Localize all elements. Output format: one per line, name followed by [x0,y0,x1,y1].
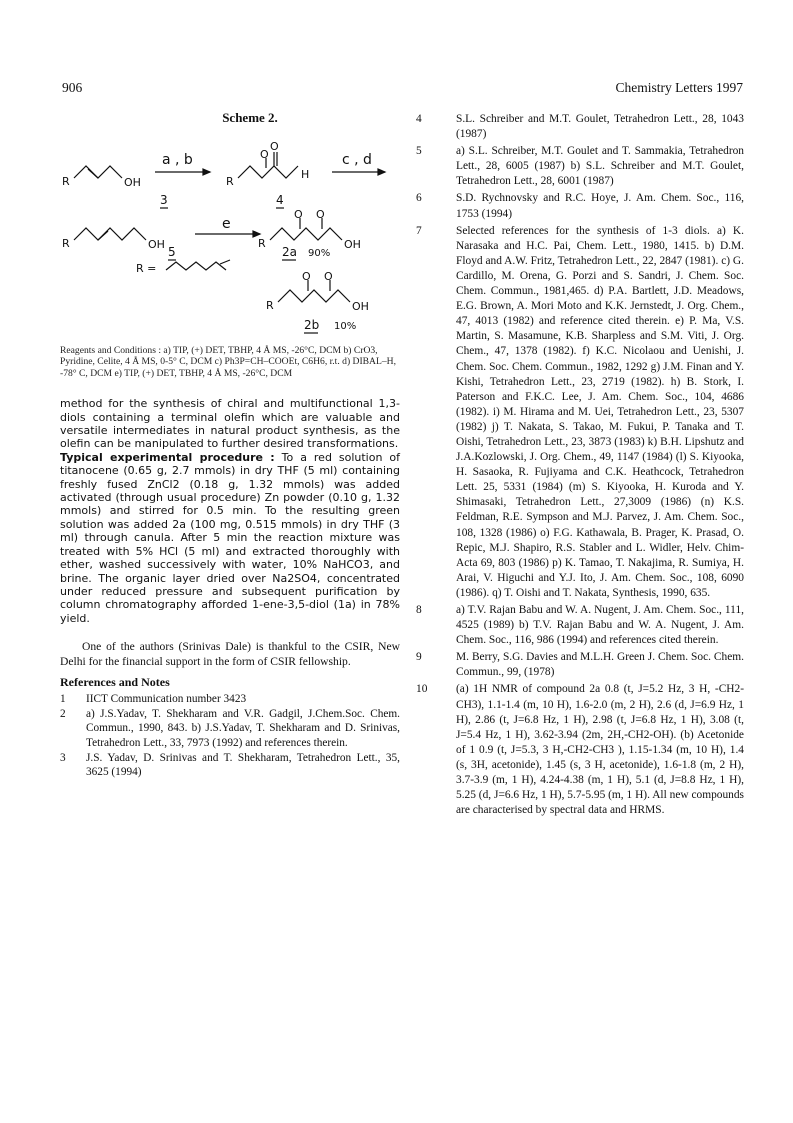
scheme-title: Scheme 2. [222,110,278,125]
scheme-OH: OH [344,238,361,251]
page-number: 906 [62,80,83,95]
scheme-O: O [302,270,311,283]
reagents-conditions: Reagents and Conditions : a) TIP, (+) DET, TBHP, 4 Å MS, -26°C, DCM b) CrO3, Pyridine, Celite, 4 Å MS, 0-5° C, DCM c) Ph3P=CH–COOEt, C6H6, r.t. d) DIBAL–H, -78° C, DCM e) TIP, (+) DET, TBHP, 4 Å MS, -26°C, DCM [60,345,396,379]
acknowledgement: One of the authors (Srinivas Dale) is thankful to the CSIR, New Delhi for the financial support in the form of CSIR fellowship. [60,640,400,669]
scheme-H: H [301,168,310,181]
compound-4-label: 4 [276,193,284,207]
arrow-cd-label: c , d [342,152,372,168]
references-title: References and Notes [60,675,170,690]
reference-item: 1 IICT Communication number 3423 [60,693,247,706]
experimental-procedure [60,451,400,625]
scheme-O: O [324,270,333,283]
reference-item: 8 a) T.V. Rajan Babu and W. A. Nugent, J. Am. Chem. Soc., 111, 4525 (1989) b) T.V. Rajan Babu and W. A. Nugent, J. Am. Chem. Soc., 116, 986 (1994) and references cited therein. [416,604,744,647]
scheme-O: O [294,208,303,221]
scheme-O: O [260,148,269,161]
reference-item: 5 a) S.L. Schreiber, M.T. Goulet and T. Sammakia, Tetrahedron Lett., 28, 6005 (1987) b) S.L. Schreiber and M.T. Goulet, Tetrahedron Lett., 28, 6001 (1987) [416,145,744,188]
right-column [414,112,744,820]
scheme-OH: OH [352,300,369,313]
reference-item: 9 M. Berry, S.G. Davies and M.L.H. Green J. Chem. Soc. Chem. Commun., 99, (1978) [416,651,744,679]
compound-3-label: 3 [160,193,168,207]
reference-item: 10 (a) 1H NMR of compound 2a 0.8 (t, J=5.2 Hz, 3 H, -CH2-CH3), 1.1-1.4 (m, 10 H), 1.6-2.0 (m, 2 H), 2.6 (d, J=6.9 Hz, 1 H), 2.86 (t, J=6.8 Hz, 1 H), 2.98 (t, J=6.8 Hz, 1 H), 3.08 (t, J=5.4 Hz, 1 H), 3.62-3.94 (2m, 2H,-CH2-OH). (b) Acetonide of 1 0.9 (t, J=5.3, 3 H,-CH2-CH3 ), 1.15-1.34 (m, 10 H), 1.4 (s, 3H, acetonide), 1.45 (s, 3 H, acetonide), 1.6-1.8 (m, 2 H), 3.7-3.9 (m, 1 H), 4.24-4.38 (m, 1 H), 5.1 (d, J=8.8 Hz, 1 H), 5.25 (d, J=6.6 Hz, 1 H), 5.7-5.95 (m, 1 H). All new compounds are characterised by spectral data and HRMS. [416,683,744,817]
left-column [60,110,400,780]
compound-2a-yield: 90% [308,248,331,259]
compound-2a-label: 2a [282,245,297,259]
R-definition: R = [136,262,157,275]
scheme-R: R [62,175,70,188]
scheme-OH: OH [124,176,141,189]
scheme-O: O [316,208,325,221]
compound-2b-label: 2b [304,318,320,332]
reference-item: 3 J.S. Yadav, D. Srinivas and T. Shekharam, Tetrahedron Lett., 35, 3625 (1994) [60,751,400,779]
compound-5-label: 5 [168,245,176,259]
reference-item: 2 a) J.S.Yadav, T. Shekharam and V.R. Gadgil, J.Chem.Soc. Chem. Commun., 1990, 843. b) J.S.Yadav, T. Shekharam and D. Srinivas, Tetrahedron Lett., 33, 7973 (1992) and references therein. [60,707,400,749]
compound-2b-yield: 10% [334,321,357,332]
reference-item: 7 Selected references for the synthesis of 1-3 diols. a) K. Narasaka and H.C. Pai, Chem. Lett., 1980, 1415. b) D.M. Floyd and A.W. Fritz, Tetrahedron Lett., 22, 2847 (1981). c) G. Cardillo, M. Orena, G. Porzi and S. Sandri, J. Chem. Soc. Chem. Commun., 1981,465. d) P.A. Bartlett, J.D. Meadows, E.G. Brown, A. Mori Moto and K.K. Jernstedt, J. Org. Chem., 47, 4013 (1982) and reference cited therein. e) P. Ma, V.S. Martin, S. Masamune, K.B. Sharpless and S.M. Viti, J. Org. Chem., 47, 1378 (1982). f) K.C. Nicolaou and Uenishi, J. Chem. Soc. Chem. Commun., 1982, 1292 g) J.M. Finan and Y. Kishi, Tetrahedron Lett., 23, 2719 (1982). h) B. Stork, I. Paterson and F.K.C. Lee, J. Am. Chem. Soc., 104, 4686 (1982). i) M. Hirama and M. Uei, Tetrahedron Lett., 23, 5307 (1982) j) T. Nakata, S. Takao, M. Fukui, P. Tanaka and T. Oishi, Tetrahedron Lett., 23, 3873 (1983) k) B.H. Lipshutz and J.A.Kozlowski, J. Org. Chem., 49, 1147 (1984) (l) S. Kiyooka, H. Sasaoka, R. Fujiyama and C.K. Heathcock, Tetrahedron Lett. 25, 5331 (1984) (m) S. Kiyooka, H. Kuroda and Y. Shimasaki, Tetrahedron Lett., 27,3009 (1986) (n) K.S. Feldman, R.E. Sympson and M.J. Parvez, J. Am. Chem. Soc., 108, 1328 (1986) o) F.G. Kathawala, B. Prager, K. Prasad, O. Repic, M.J. Shapiro, R.S. Stabler and L. Widler, Helv. Chim-Acta 69, 803 (1986) p) K. Tamao, T. Nakajima, R. Sumiya, H. Arai, V. Higuchi and Y.J. Ito, J. Am. Chem. Soc., 108, 6090 (1986). q) T. Oishi and T. Nakata, Synthesis, 1990, 635. [416,224,744,599]
procedure-body: To a red solution of titanocene (0.65 g, 2.7 mmols) in dry THF (5 ml) containing freshly fused ZnCl2 (0.18 g, 1.32 mmols) was added activated (through usual procedure) Zn powder (0.10 g, 1.32 mmols) and stirred for 0.5 min. To the resulting green solution was added 2a (100 mg, 0.515 mmols) in dry THF (3 ml) through canula. After 5 min the reaction mixture was treated with 5% HCl (5 ml) and extracted thoroughly with ether, washed successively with water, 10% NaHCO3, and brine. The organic layer dried over Na2SO4, concentrated under reduced pressure and subsequent purification by column chromatography afforded 1-ene-3,5-diol (1a) in 78% yield. [60,450,401,625]
reference-item: 6 S.D. Rychnovsky and R.C. Hoye, J. Am. Chem. Soc., 116, 1753 (1994) [416,192,744,220]
body-paragraph: method for the synthesis of chiral and multifunctional 1,3-diols containing a terminal olefin which are valuable and versatile intermediates in natural product synthesis, as the olefin can be manipulated to further desired transformations. [60,397,400,451]
scheme-R: R [258,237,266,250]
scheme-OH: OH [148,238,165,251]
scheme-R: R [226,175,234,188]
scheme-R: R [62,237,70,250]
journal-header: Chemistry Letters 1997 [615,80,743,95]
reaction-scheme [60,128,400,343]
scheme-O: O [270,140,279,153]
scheme-R: R [266,299,274,312]
procedure-heading: Typical experimental procedure : [60,450,275,464]
arrow-ab-label: a , b [162,152,193,168]
reference-item: 4 S.L. Schreiber and M.T. Goulet, Tetrahedron Lett., 28, 1043 (1987) [416,113,744,141]
arrow-e-label: e [222,216,231,232]
